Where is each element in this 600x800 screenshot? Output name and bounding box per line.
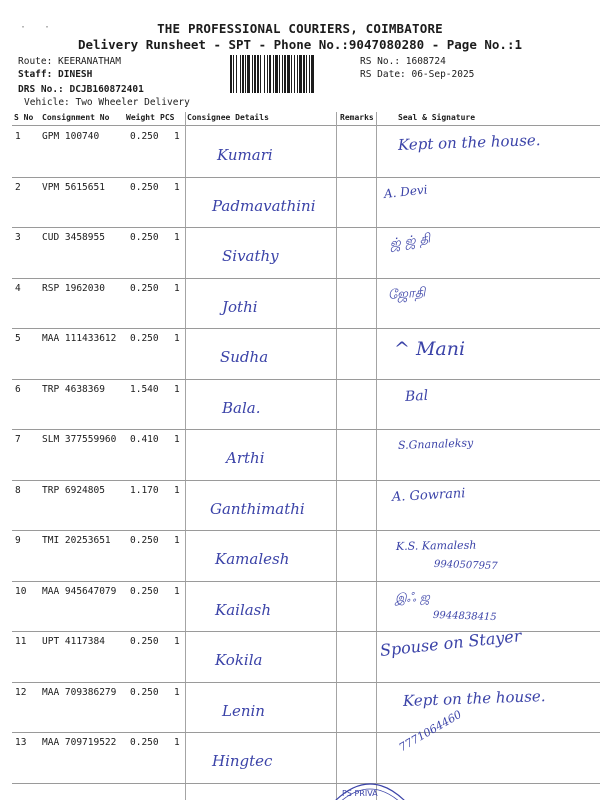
row-pcs: 1 <box>174 484 180 496</box>
row-rule <box>12 429 600 430</box>
row-consignment-no: RSP 1962030 <box>42 282 105 294</box>
row-weight: 0.250 <box>130 181 159 193</box>
vehicle-label: Vehicle: Two Wheeler Delivery <box>24 97 190 108</box>
document-title: THE PROFESSIONAL COURIERS, COIMBATORE <box>157 21 443 36</box>
row-pcs: 1 <box>174 737 180 748</box>
row-pcs: 1 <box>174 383 180 395</box>
row-pcs: 1 <box>174 535 180 546</box>
row-sno: 8 <box>15 484 21 496</box>
row-sno: 5 <box>15 333 21 344</box>
company-stamp <box>330 772 410 800</box>
row-consignment-no: MAA 111433612 <box>42 333 117 344</box>
row-pcs: 1 <box>174 131 180 142</box>
row-sno: 10 <box>15 585 27 597</box>
row-signature: A. Devi <box>383 181 429 201</box>
row-weight: 0.410 <box>130 434 159 445</box>
row-consignee-name: Jothi <box>222 297 258 316</box>
row-rule <box>12 379 600 380</box>
row-sno: 12 <box>15 686 27 698</box>
row-rule <box>12 227 600 228</box>
route-label: Route: KEERANATHAM <box>18 56 121 67</box>
row-sno: 13 <box>15 737 27 748</box>
row-consignee-name: Kamalesh <box>215 550 290 568</box>
row-weight: 1.540 <box>130 383 159 395</box>
row-weight: 0.250 <box>130 686 159 698</box>
row-rule <box>12 783 600 784</box>
row-signature: ^ Mani <box>394 338 466 360</box>
row-sno: 1 <box>15 131 21 142</box>
row-signature: A. Gowrani <box>391 485 466 505</box>
row-pcs: 1 <box>174 282 180 294</box>
row-weight: 0.250 <box>130 535 159 546</box>
row-consignment-no: CUD 3458955 <box>42 232 105 243</box>
row-pcs: 1 <box>174 585 180 597</box>
col-seal: Seal & Signature <box>398 113 476 122</box>
row-rule <box>12 328 600 329</box>
barcode <box>230 55 358 93</box>
row-signature: Kept on the house. <box>397 131 541 154</box>
row-weight: 0.250 <box>130 232 159 243</box>
row-consignee-name: Sudha <box>220 348 269 366</box>
consignee-column-rule <box>185 112 186 800</box>
row-signature-phone: 9944838415 <box>432 609 497 623</box>
col-consignee: Consignee Details <box>187 113 269 122</box>
row-signature: Kept on the house. <box>402 686 546 710</box>
stamp-text: PS PRIVA <box>342 789 378 798</box>
rs-date: RS Date: 06-Sep-2025 <box>360 69 475 80</box>
row-signature: ஜ் ஜ் தி <box>388 231 432 252</box>
row-consignment-no: MAA 709386279 <box>42 686 117 698</box>
header-rule <box>12 125 600 126</box>
row-pcs: 1 <box>174 434 180 445</box>
row-signature: Spouse on Stayer <box>379 626 523 660</box>
row-consignee-name: Sivathy <box>222 247 279 265</box>
row-signature: Bal <box>404 387 429 405</box>
row-consignee-name: Kailash <box>215 600 272 619</box>
row-rule <box>12 581 600 582</box>
row-consignee-name: Bala. <box>222 398 261 417</box>
row-sno: 2 <box>15 181 21 193</box>
drs-number: DRS No.: DCJB160872401 <box>18 84 144 95</box>
row-sno: 7 <box>15 434 21 445</box>
row-consignee-name: Hingtec <box>212 752 273 770</box>
row-rule <box>12 278 600 279</box>
row-weight: 1.170 <box>130 484 159 496</box>
row-consignment-no: SLM 377559960 <box>42 434 117 445</box>
row-rule <box>12 177 600 178</box>
row-sno: 4 <box>15 282 21 294</box>
row-sno: 11 <box>15 636 27 647</box>
col-consignment: Consignment No <box>42 113 110 122</box>
row-pcs: 1 <box>174 333 180 344</box>
row-weight: 0.250 <box>130 636 159 647</box>
row-consignee-name: Kokila <box>215 651 263 669</box>
row-pcs: 1 <box>174 232 180 243</box>
scan-marks: · · <box>20 22 57 33</box>
row-consignment-no: GPM 100740 <box>42 131 100 142</box>
rs-number: RS No.: 1608724 <box>360 56 446 67</box>
row-consignee-name: Arthi <box>226 449 265 467</box>
row-consignee-name: Lenin <box>222 701 265 720</box>
row-weight: 0.250 <box>130 737 159 748</box>
row-rule <box>12 732 600 733</box>
row-consignment-no: VPM 5615651 <box>42 181 105 193</box>
seal-column-rule <box>376 112 377 800</box>
row-consignee-name: Padmavathini <box>212 196 316 215</box>
row-weight: 0.250 <box>130 131 159 142</box>
row-consignment-no: TRP 4638369 <box>42 383 105 395</box>
row-sno: 6 <box>15 383 21 395</box>
row-signature: S.Gnanaleksy <box>397 436 474 452</box>
row-signature: K.S. Kamalesh <box>395 538 477 553</box>
col-weight: Weight <box>126 113 155 122</box>
row-weight: 0.250 <box>130 333 159 344</box>
row-rule <box>12 530 600 531</box>
row-consignment-no: TMI 20253651 <box>42 535 111 546</box>
row-pcs: 1 <box>174 181 180 193</box>
row-sno: 9 <box>15 535 21 546</box>
row-weight: 0.250 <box>130 282 159 294</box>
row-pcs: 1 <box>174 686 180 698</box>
row-consignee-name: Ganthimathi <box>210 499 305 518</box>
row-consignment-no: UPT 4117384 <box>42 636 105 647</box>
row-sno: 3 <box>15 232 21 243</box>
row-rule <box>12 682 600 683</box>
row-consignee-name: Kumari <box>217 146 273 164</box>
row-consignment-no: MAA 945647079 <box>42 585 117 597</box>
row-consignment-no: TRP 6924805 <box>42 484 105 496</box>
row-weight: 0.250 <box>130 585 159 597</box>
row-rule <box>12 480 600 481</box>
col-sno: S No <box>14 113 34 122</box>
row-pcs: 1 <box>174 636 180 647</box>
row-signature: 7771064460 <box>396 707 464 755</box>
row-signature-phone: 9940507957 <box>433 558 498 573</box>
remarks-column-rule <box>336 112 337 800</box>
document-subtitle: Delivery Runsheet - SPT - Phone No.:9047080280 - Page No.:1 <box>77 37 522 52</box>
col-pcs: PCS <box>160 113 175 122</box>
staff-label: Staff: DINESH <box>18 69 93 80</box>
col-remarks: Remarks <box>340 113 374 122</box>
row-consignment-no: MAA 709719522 <box>42 737 117 748</box>
row-signature: இஃ ஜ <box>394 589 431 605</box>
row-signature: ஜோதி <box>387 284 426 303</box>
